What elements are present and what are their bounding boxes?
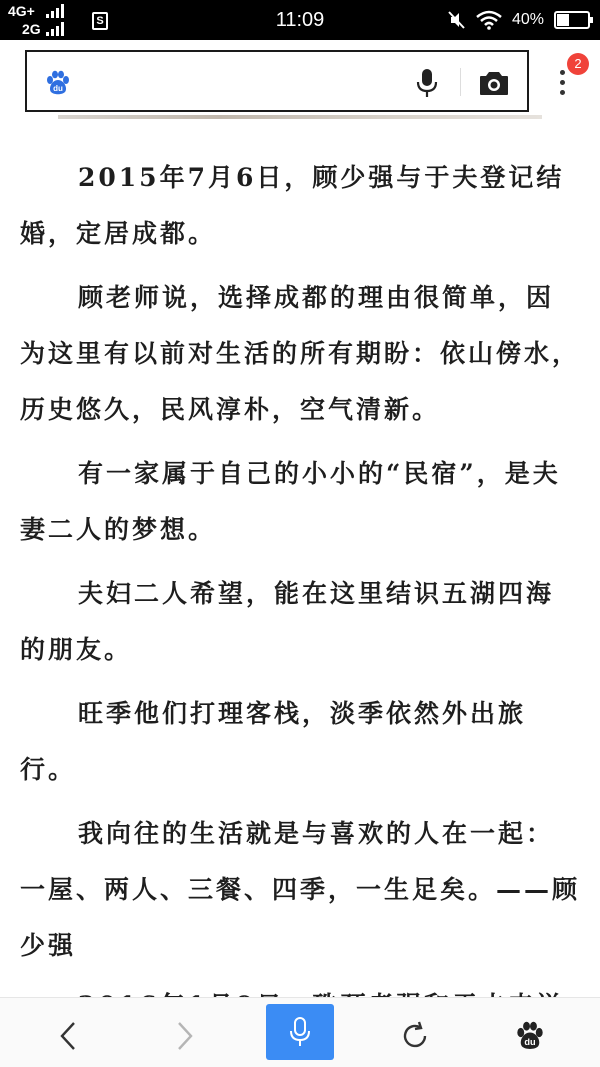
- search-box[interactable]: [25, 50, 529, 112]
- more-dots-icon: [560, 70, 565, 75]
- bottom-nav-bar: [0, 997, 600, 1067]
- clock: 11:09: [275, 9, 325, 31]
- voice-search-icon[interactable]: [415, 68, 439, 98]
- battery-icon: [554, 11, 590, 29]
- article-paragraph: 2015年7月6日，顾少强与于夫登记结婚，定居成都。: [20, 163, 565, 248]
- sim-icon: S: [92, 12, 108, 30]
- refresh-button[interactable]: [387, 1008, 443, 1064]
- article-paragraph: 有一家属于自己的小小的“民宿”，是夫妻二人的梦想。: [20, 459, 561, 544]
- article-paragraph: 我向往的生活就是与喜欢的人在一起：一屋、两人、三餐、四季，一生足矣。——顾少强: [20, 819, 581, 960]
- article-body: [20, 150, 580, 982]
- baidu-paw-icon: [515, 1021, 545, 1051]
- chevron-left-icon: [58, 1020, 78, 1052]
- svg-text:du: du: [524, 1037, 536, 1048]
- header-image-strip: [58, 115, 542, 119]
- baidu-logo-icon: [45, 70, 71, 96]
- battery-percent: 40%: [511, 11, 544, 28]
- back-button[interactable]: [40, 1008, 96, 1064]
- svg-text:du: du: [53, 84, 63, 93]
- mute-icon: [446, 10, 466, 30]
- more-dot-3: [560, 90, 565, 95]
- article-paragraph: 夫妇二人希望，能在这里结识五湖四海的朋友。: [20, 579, 555, 664]
- search-divider: [460, 68, 461, 96]
- article-paragraph: 顾老师说，选择成都的理由很简单，因为这里有以前对生活的所有期盼：依山傍水，历史悠久，民风淳朴，空气清新。: [20, 283, 581, 424]
- forward-button[interactable]: [157, 1008, 213, 1064]
- camera-search-icon[interactable]: [479, 70, 509, 96]
- network-type-top: 4G+: [8, 3, 35, 19]
- battery-fill: [557, 14, 569, 26]
- refresh-icon: [400, 1021, 430, 1051]
- wifi-icon: [476, 10, 502, 30]
- status-bar: [0, 0, 600, 40]
- voice-button[interactable]: [266, 1004, 334, 1060]
- more-dot-2: [560, 80, 565, 85]
- article-paragraph: 旺季他们打理客栈，淡季依然外出旅行。: [20, 699, 527, 784]
- microphone-icon: [288, 1016, 312, 1048]
- notification-badge: 2: [567, 53, 589, 75]
- baidu-home-button[interactable]: [502, 1008, 558, 1064]
- status-right-group: [446, 8, 590, 32]
- chevron-right-icon: [175, 1020, 195, 1052]
- network-type-bottom: 2G: [22, 21, 41, 37]
